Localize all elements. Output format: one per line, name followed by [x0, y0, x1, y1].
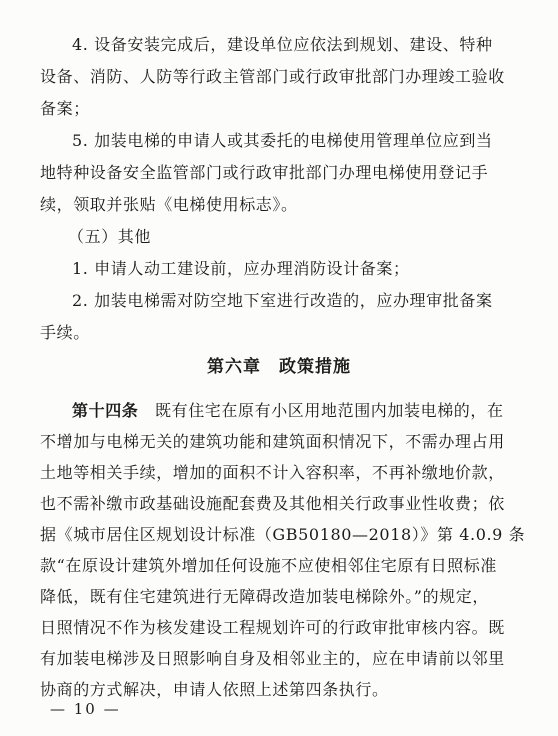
item4-line2: 设备、消防、人防等行政主管部门或行政审批部门办理竣工验收	[40, 67, 505, 86]
page-number: — 10 —	[50, 700, 121, 718]
article14-line5: 据《城市居住区规划设计标准（GB50180—2018）》第 4.0.9 条	[40, 525, 526, 544]
section5-item1: 1. 申请人动工建设前，应办理消防设计备案；	[72, 259, 410, 278]
item5-line1: 5. 加装电梯的申请人或其委托的电梯使用管理单位应到当	[72, 131, 493, 150]
article14-line3: 土地等相关手续，增加的面积不计入容积率，不再补缴地价款，	[40, 463, 505, 482]
chapter-title: 第六章 政策措施	[207, 357, 351, 377]
article14-line8: 日照情况不作为核发建设工程规划许可的行政审批审核内容。既	[40, 618, 505, 637]
article14-line9: 有加装电梯涉及日照影响自身及相邻业主的，应在申请前以邻里	[40, 649, 505, 668]
item4-line3: 备案；	[40, 99, 90, 118]
article14-line4: 也不需补缴市政基础设施配套费及其他相关行政事业性收费；依	[40, 494, 505, 513]
article14-line1-text: 既有住宅在原有小区用地范围内加装电梯的，在	[138, 401, 504, 420]
item4-line1: 4. 设备安装完成后，建设单位应依法到规划、建设、特种	[72, 35, 493, 54]
article14-line6: 款“在原设计建筑外增加任何设施不应使相邻住宅原有日照标准	[40, 556, 497, 575]
article14-line7: 降低，既有住宅建筑进行无障碍改造加装电梯除外。”的规定，	[40, 587, 489, 606]
section5-item2-line1: 2. 加装电梯需对防空地下室进行改造的，应办理审批备案	[72, 291, 493, 310]
section5-heading: （五）其他	[68, 227, 152, 246]
article14-line1	[72, 398, 504, 421]
article14-line10: 协商的方式解决，申请人依照上述第四条执行。	[40, 680, 389, 699]
article14-line2: 不增加与电梯无关的建筑功能和建筑面积情况下，不需办理占用	[40, 432, 505, 451]
article14-lead: 第十四条	[72, 401, 139, 420]
item5-line3: 续，领取并张贴《电梯使用标志》。	[40, 195, 298, 214]
section5-item2-line2: 手续。	[40, 323, 90, 342]
item5-line2: 地特种设备安全监管部门或行政审批部门办理电梯使用登记手	[40, 163, 489, 182]
